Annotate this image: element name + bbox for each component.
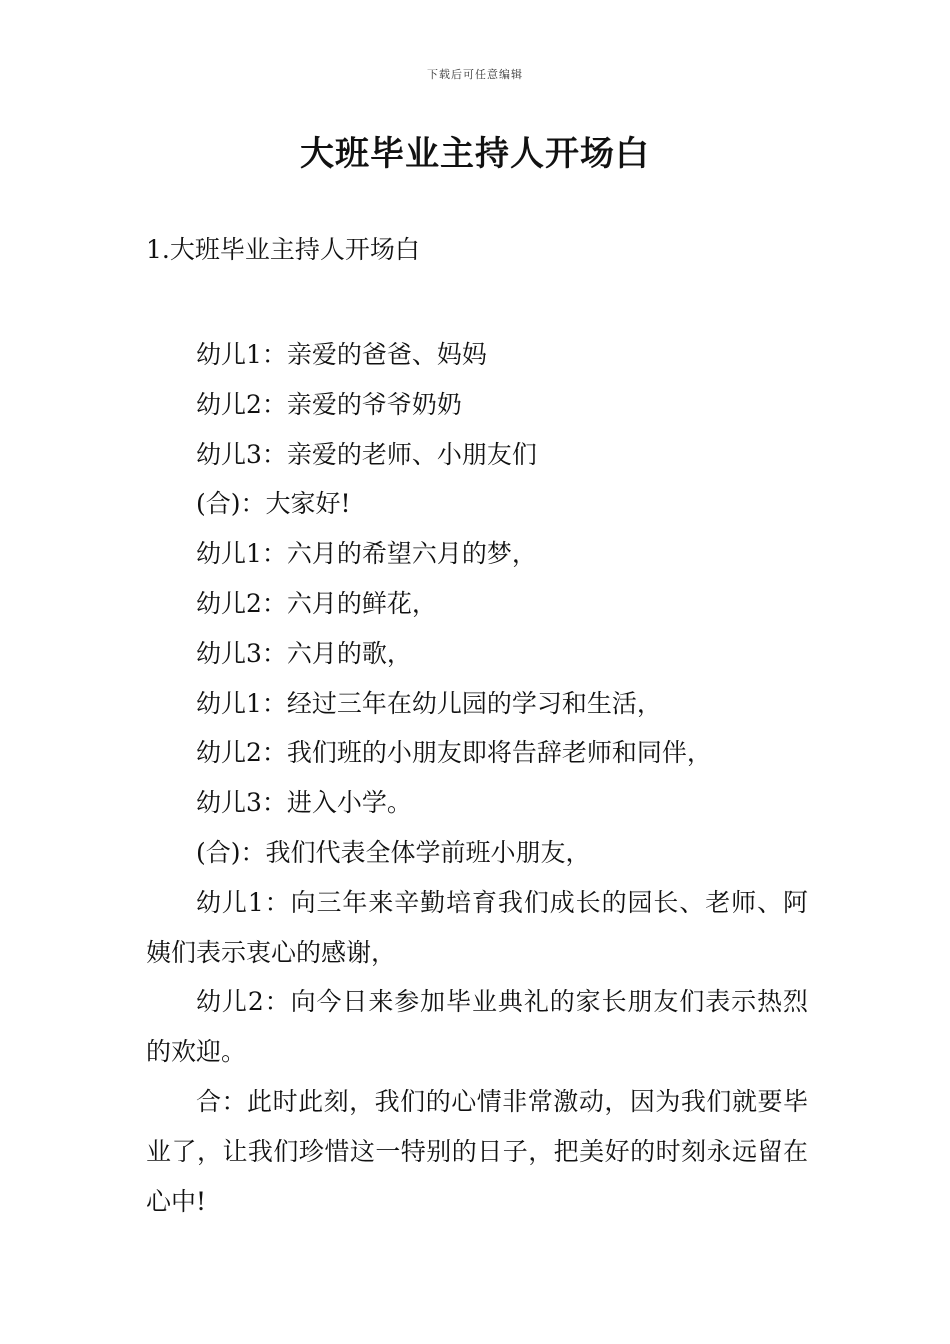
paragraph: 幼儿3：亲爱的老师、小朋友们 xyxy=(196,439,537,469)
paragraph: 幼儿2：六月的鲜花， xyxy=(196,588,437,618)
header-note: 下载后可任意编辑 xyxy=(427,68,523,81)
document-title: 大班毕业主持人开场白 xyxy=(300,134,650,174)
paragraph: 幼儿3：六月的歌， xyxy=(196,638,412,668)
paragraph: 幼儿1：亲爱的爸爸、妈妈 xyxy=(196,340,487,369)
paragraph: 幼儿2：我们班的小朋友即将告辞老师和同伴， xyxy=(196,738,712,768)
paragraph: 幼儿1：六月的希望六月的梦， xyxy=(196,539,537,569)
paragraph: 幼儿3：进入小学。 xyxy=(196,788,412,818)
paragraph: 幼儿2：向今日来参加毕业典礼的家长朋友们表示热烈的欢迎。 xyxy=(146,987,808,1067)
paragraph: (合)：大家好! xyxy=(196,489,351,519)
paragraph: 合：此时此刻，我们的心情非常激动，因为我们就要毕业了，让我们珍惜这一特别的日子，把美好的时刻永远留在心中! xyxy=(146,1086,808,1216)
section-heading: 1.大班毕业主持人开场白 xyxy=(146,235,420,264)
paragraph: 幼儿1：向三年来辛勤培育我们成长的园长、老师、阿姨们表示衷心的感谢， xyxy=(146,887,808,967)
document-body xyxy=(146,330,808,1226)
paragraph: 幼儿2：亲爱的爷爷奶奶 xyxy=(196,389,462,419)
paragraph: (合)：我们代表全体学前班小朋友， xyxy=(196,837,591,867)
paragraph: 幼儿1：经过三年在幼儿园的学习和生活， xyxy=(196,688,662,718)
